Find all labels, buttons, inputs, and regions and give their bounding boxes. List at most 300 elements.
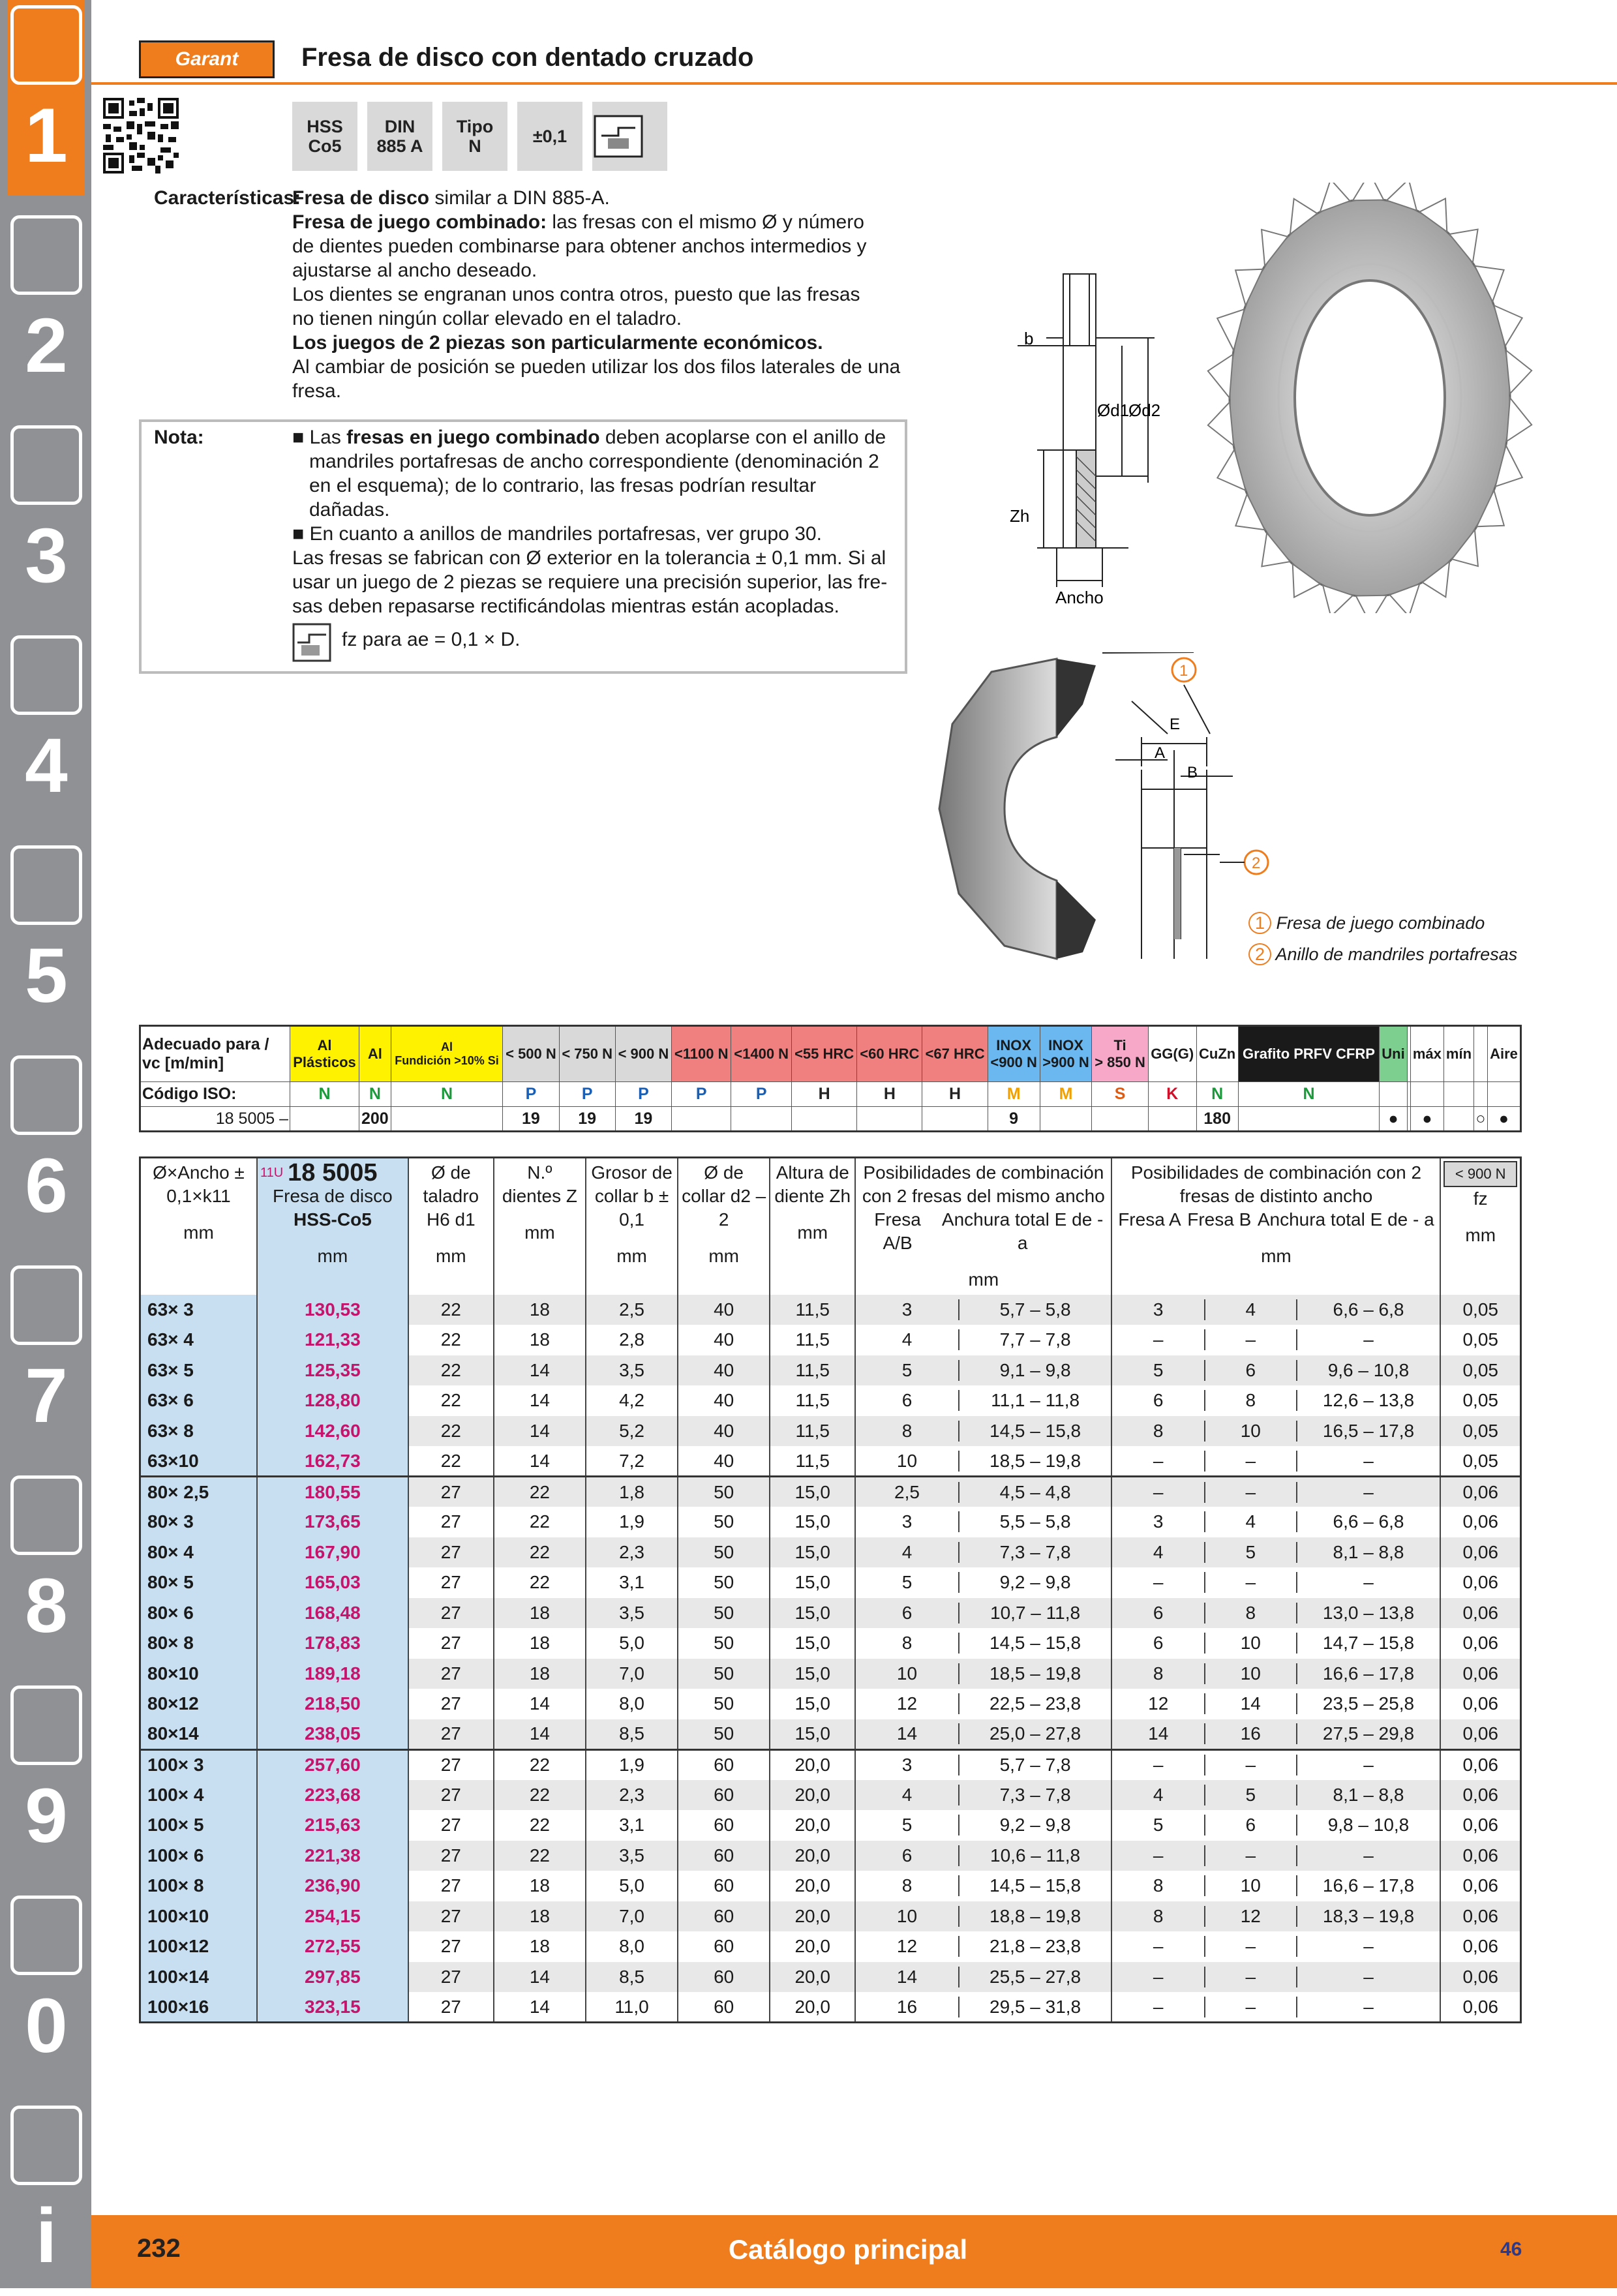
price-cell: 297,85 xyxy=(257,1962,408,1993)
combo-same-cell: 5 9,1 – 9,8 xyxy=(855,1355,1111,1386)
combo-diff-cell: – – – xyxy=(1111,1477,1440,1507)
price-cell: 142,60 xyxy=(257,1416,408,1447)
value-cell: 27 xyxy=(408,1931,494,1962)
fz-cell: 0,05 xyxy=(1440,1295,1520,1325)
sidebar-chapter-8[interactable] xyxy=(8,1470,85,1666)
value-cell: 22 xyxy=(408,1385,494,1416)
material-7: <1400 N xyxy=(731,1026,792,1082)
combo-diff-cell: 8 10 16,6 – 17,8 xyxy=(1111,1871,1440,1901)
iso-code: H xyxy=(857,1082,922,1107)
goggles-icon xyxy=(10,1896,82,1975)
table-row[interactable] xyxy=(140,1689,1521,1719)
material-6: <1100 N xyxy=(672,1026,731,1082)
sidebar-chapter-number: 4 xyxy=(25,723,68,809)
price-cell: 221,38 xyxy=(257,1841,408,1871)
pliers-icon xyxy=(10,1265,82,1345)
value-cell: 18 xyxy=(494,1325,586,1355)
value-cell: 27 xyxy=(408,1962,494,1993)
value-cell: 18 xyxy=(494,1598,586,1629)
price-cell: 257,60 xyxy=(257,1749,408,1780)
suit-header-row xyxy=(140,1026,1521,1082)
sidebar-chapter-5[interactable] xyxy=(8,840,85,1036)
page-title: Fresa de disco con dentado cruzado xyxy=(301,43,754,72)
dim-bb: B xyxy=(1187,764,1198,781)
value-cell: 2,5 xyxy=(586,1295,678,1325)
cross-section-diagram xyxy=(991,261,1187,613)
dim-d2: Ød2 xyxy=(1128,400,1161,420)
combo-same-cell: 8 14,5 – 15,8 xyxy=(855,1416,1111,1447)
value-cell: 20,0 xyxy=(770,1962,855,1993)
combo-diff-cell: – – – xyxy=(1111,1841,1440,1871)
vc-value xyxy=(792,1107,857,1132)
dim-ancho: Ancho xyxy=(1055,588,1104,607)
value-cell: 11,5 xyxy=(770,1325,855,1355)
vc-value: ● xyxy=(1380,1107,1407,1132)
table-row[interactable] xyxy=(140,1871,1521,1901)
table-row[interactable] xyxy=(140,1780,1521,1811)
size-cell: 63× 8 xyxy=(140,1416,257,1447)
qr-code-icon[interactable] xyxy=(103,98,179,174)
fz-cell: 0,06 xyxy=(1440,1901,1520,1932)
chip-material: HSS Co5 xyxy=(292,102,357,171)
value-cell: 60 xyxy=(678,1780,770,1811)
size-cell: 80× 2,5 xyxy=(140,1477,257,1507)
combo-same-cell: 16 29,5 – 31,8 xyxy=(855,1992,1111,2023)
drill-icon xyxy=(10,5,82,85)
table-row[interactable] xyxy=(140,1446,1521,1477)
vc-value xyxy=(1443,1107,1473,1132)
note-text: ■ Las fresas en juego combinado deben acoplarse con el anillo de mandriles portafresas de ancho correspondiente (denominación 2 en el esquema); de lo contrario, las fresas podrían resultar dañadas. ■ En cuanto a anillos de mandriles portafresas, ver grupo 30. Las fresas se fabrican con Ø exterior en la tolerancia ± 0,1 mm. Si al usar un juego de 2 piezas se requiere una precisión superior, las fre- sas deben repasarse rectificándolas mientras están acopladas. xyxy=(292,427,888,617)
saw-icon xyxy=(10,845,82,925)
material-3: < 500 N xyxy=(503,1026,559,1082)
value-cell: 27 xyxy=(408,1719,494,1750)
value-cell: 22 xyxy=(494,1567,586,1598)
value-cell: 1,8 xyxy=(586,1477,678,1507)
value-cell: 15,0 xyxy=(770,1628,855,1659)
sidebar-chapter-0[interactable] xyxy=(8,1890,85,2086)
value-cell: 22 xyxy=(408,1295,494,1325)
table-header xyxy=(140,1158,1521,1295)
table-row[interactable] xyxy=(140,1295,1521,1325)
value-cell: 22 xyxy=(408,1416,494,1447)
table-row[interactable] xyxy=(140,1841,1521,1871)
price-cell: 180,55 xyxy=(257,1477,408,1507)
vc-value: ● xyxy=(1487,1107,1520,1132)
value-cell: 40 xyxy=(678,1325,770,1355)
value-cell: 1,9 xyxy=(586,1507,678,1537)
iso-code: H xyxy=(922,1082,988,1107)
combo-same-cell: 14 25,0 – 27,8 xyxy=(855,1719,1111,1750)
material-12: INOX >900 N xyxy=(1040,1026,1092,1082)
iso-code: M xyxy=(988,1082,1040,1107)
table-row[interactable] xyxy=(140,1416,1521,1447)
vc-value xyxy=(1040,1107,1092,1132)
vc-value xyxy=(922,1107,988,1132)
size-cell: 100× 5 xyxy=(140,1810,257,1841)
value-cell: 22 xyxy=(494,1810,586,1841)
value-cell: 8,0 xyxy=(586,1931,678,1962)
material-22: Aire xyxy=(1487,1026,1520,1082)
cabinet-icon xyxy=(10,1685,82,1765)
size-cell: 80× 4 xyxy=(140,1537,257,1568)
value-cell: 50 xyxy=(678,1598,770,1629)
table-row[interactable] xyxy=(140,1355,1521,1386)
disc-cutter-image xyxy=(1207,183,1533,613)
sidebar-chapter-7[interactable] xyxy=(8,1260,85,1456)
fz-cell: 0,06 xyxy=(1440,1749,1520,1780)
table-row[interactable] xyxy=(140,1749,1521,1780)
value-cell: 40 xyxy=(678,1416,770,1447)
chapter-sidebar xyxy=(0,0,91,2288)
sidebar-chapter-number: 5 xyxy=(25,933,68,1019)
table-row[interactable] xyxy=(140,1992,1521,2023)
size-cell: 63× 4 xyxy=(140,1325,257,1355)
combo-same-cell: 6 10,6 – 11,8 xyxy=(855,1841,1111,1871)
fz-cell: 0,06 xyxy=(1440,1537,1520,1568)
iso-code: N xyxy=(391,1082,503,1107)
fz-cell: 0,06 xyxy=(1440,1598,1520,1629)
value-cell: 2,8 xyxy=(586,1325,678,1355)
value-cell: 22 xyxy=(494,1780,586,1811)
caption-2: 2 Anillo de mandriles portafresas xyxy=(1248,944,1517,965)
value-cell: 27 xyxy=(408,1901,494,1932)
col-h_b: Grosor de collar b ± 0,1 mm xyxy=(586,1158,678,1295)
combo-same-cell: 10 18,5 – 19,8 xyxy=(855,1446,1111,1477)
table-row[interactable] xyxy=(140,1477,1521,1507)
material-8: <55 HRC xyxy=(792,1026,857,1082)
iso-code: M xyxy=(1040,1082,1092,1107)
material-5: < 900 N xyxy=(615,1026,671,1082)
iso-code: K xyxy=(1148,1082,1196,1107)
table-row[interactable] xyxy=(140,1719,1521,1750)
value-cell: 20,0 xyxy=(770,1749,855,1780)
size-cell: 100× 3 xyxy=(140,1749,257,1780)
fz-cell: 0,06 xyxy=(1440,1962,1520,1993)
table-row[interactable] xyxy=(140,1931,1521,1962)
features-label: Características: xyxy=(154,187,301,209)
value-cell: 8,5 xyxy=(586,1719,678,1750)
col-h_same: Posibilidades de combinación con 2 fresas del mismo ancho Fresa A/B Anchura total E de - a mm xyxy=(855,1158,1111,1295)
material-2: Al Fundición >10% Si xyxy=(391,1026,503,1082)
fz-cell: 0,06 xyxy=(1440,1780,1520,1811)
table-row[interactable] xyxy=(140,1507,1521,1537)
value-cell: 18 xyxy=(494,1295,586,1325)
sidebar-chapter-number: 7 xyxy=(25,1353,68,1439)
sidebar-chapter-i[interactable] xyxy=(8,2100,85,2296)
col-h_diff: Posibilidades de combinación con 2 fresas de distinto ancho Fresa A Fresa B Anchura total E de - a mm xyxy=(1111,1158,1440,1295)
combo-diff-cell: – – – xyxy=(1111,1325,1440,1355)
combo-diff-cell: – – – xyxy=(1111,1446,1440,1477)
value-cell: 3,1 xyxy=(586,1567,678,1598)
iso-code xyxy=(1410,1082,1443,1107)
value-cell: 15,0 xyxy=(770,1598,855,1629)
fz-cell: 0,05 xyxy=(1440,1385,1520,1416)
value-cell: 3,5 xyxy=(586,1598,678,1629)
iso-code xyxy=(1487,1082,1520,1107)
value-cell: 40 xyxy=(678,1355,770,1386)
iso-code: N xyxy=(290,1082,359,1107)
dim-e: E xyxy=(1170,716,1181,733)
size-cell: 63× 6 xyxy=(140,1385,257,1416)
value-cell: 22 xyxy=(494,1841,586,1871)
sidebar-chapter-1[interactable] xyxy=(8,0,85,196)
combo-same-cell: 3 5,7 – 7,8 xyxy=(855,1749,1111,1780)
value-cell: 40 xyxy=(678,1446,770,1477)
value-cell: 60 xyxy=(678,1810,770,1841)
value-cell: 14 xyxy=(494,1355,586,1386)
vc-value: ○ xyxy=(1473,1107,1487,1132)
vc-value xyxy=(857,1107,922,1132)
vc-value: 19 xyxy=(503,1107,559,1132)
price-cell: 178,83 xyxy=(257,1628,408,1659)
value-cell: 18 xyxy=(494,1659,586,1689)
fz-note: fz para ae = 0,1 × D. xyxy=(342,629,521,650)
value-cell: 15,0 xyxy=(770,1567,855,1598)
table-row[interactable] xyxy=(140,1385,1521,1416)
value-cell: 20,0 xyxy=(770,1992,855,2023)
callout-1-label: 1 xyxy=(1179,662,1188,680)
value-cell: 50 xyxy=(678,1507,770,1537)
table-row[interactable] xyxy=(140,1962,1521,1993)
sidebar-chapter-6[interactable] xyxy=(8,1050,85,1246)
combo-diff-cell: 3 4 6,6 – 6,8 xyxy=(1111,1507,1440,1537)
table-row[interactable] xyxy=(140,1901,1521,1932)
size-cell: 100×10 xyxy=(140,1901,257,1932)
fz-cell: 0,06 xyxy=(1440,1567,1520,1598)
value-cell: 14 xyxy=(494,1385,586,1416)
value-cell: 40 xyxy=(678,1385,770,1416)
combo-same-cell: 14 25,5 – 27,8 xyxy=(855,1962,1111,1993)
size-cell: 100× 4 xyxy=(140,1780,257,1811)
iso-code: P xyxy=(559,1082,615,1107)
price-cell: 189,18 xyxy=(257,1659,408,1689)
combo-diff-cell: 5 6 9,6 – 10,8 xyxy=(1111,1355,1440,1386)
price-cell: 130,53 xyxy=(257,1295,408,1325)
price-cell: 323,15 xyxy=(257,1992,408,2023)
callout-2-label: 2 xyxy=(1252,854,1261,872)
value-cell: 60 xyxy=(678,1841,770,1871)
size-cell: 100×14 xyxy=(140,1962,257,1993)
garant-logo: Garant xyxy=(139,40,275,78)
price-cell: 125,35 xyxy=(257,1355,408,1386)
combo-same-cell: 2,5 4,5 – 4,8 xyxy=(855,1477,1111,1507)
fz-cell: 0,06 xyxy=(1440,1931,1520,1962)
combo-diff-cell: 8 10 16,6 – 17,8 xyxy=(1111,1659,1440,1689)
value-cell: 2,3 xyxy=(586,1780,678,1811)
price-cell: 215,63 xyxy=(257,1810,408,1841)
value-cell: 2,3 xyxy=(586,1537,678,1568)
size-cell: 63× 5 xyxy=(140,1355,257,1386)
chip-tolerance: ±0,1 xyxy=(517,102,582,171)
combo-diff-cell: 8 12 18,3 – 19,8 xyxy=(1111,1901,1440,1932)
combo-diff-cell: – – – xyxy=(1111,1931,1440,1962)
vc-value: 180 xyxy=(1196,1107,1238,1132)
value-cell: 3,5 xyxy=(586,1841,678,1871)
sidebar-chapter-3[interactable] xyxy=(8,420,85,616)
size-cell: 80× 3 xyxy=(140,1507,257,1537)
fz-cell: 0,06 xyxy=(1440,1659,1520,1689)
combo-diff-cell: 12 14 23,5 – 25,8 xyxy=(1111,1689,1440,1719)
footer-sub: 46 xyxy=(1500,2239,1522,2260)
note-label: Nota: xyxy=(154,427,204,448)
material-13: Ti > 850 N xyxy=(1092,1026,1148,1082)
value-cell: 27 xyxy=(408,1871,494,1901)
value-cell: 1,9 xyxy=(586,1749,678,1780)
value-cell: 60 xyxy=(678,1749,770,1780)
size-cell: 100×16 xyxy=(140,1992,257,2023)
value-cell: 14 xyxy=(494,1446,586,1477)
value-cell: 27 xyxy=(408,1992,494,2023)
vc-value: 19 xyxy=(559,1107,615,1132)
price-cell: 173,65 xyxy=(257,1507,408,1537)
size-cell: 80×10 xyxy=(140,1659,257,1689)
value-cell: 20,0 xyxy=(770,1841,855,1871)
value-cell: 3,1 xyxy=(586,1810,678,1841)
suitability-table xyxy=(139,1025,1522,1132)
table-row[interactable] xyxy=(140,1810,1521,1841)
table-row[interactable] xyxy=(140,1537,1521,1568)
col-h_d2: Ø de collar d2 –2 mm xyxy=(678,1158,770,1295)
iso-code: P xyxy=(731,1082,792,1107)
suit-label: Adecuado para / vc [m/min] xyxy=(140,1026,290,1082)
value-cell: 7,0 xyxy=(586,1901,678,1932)
size-cell: 100× 6 xyxy=(140,1841,257,1871)
value-cell: 11,5 xyxy=(770,1355,855,1386)
fz-cell: 0,06 xyxy=(1440,1810,1520,1841)
value-cell: 27 xyxy=(408,1507,494,1537)
value-cell: 18 xyxy=(494,1901,586,1932)
material-0: Al Plásticos xyxy=(290,1026,359,1082)
combo-diff-cell: 14 16 27,5 – 29,8 xyxy=(1111,1719,1440,1750)
size-cell: 63× 3 xyxy=(140,1295,257,1325)
page-number: 232 xyxy=(137,2234,181,2263)
sidebar-chapter-9[interactable] xyxy=(8,1680,85,1876)
value-cell: 22 xyxy=(408,1446,494,1477)
dim-a: A xyxy=(1155,744,1166,762)
chip-type: Tipo N xyxy=(442,102,507,171)
combo-diff-cell: 8 10 16,5 – 17,8 xyxy=(1111,1416,1440,1447)
footer-title: Catálogo principal xyxy=(728,2234,968,2265)
value-cell: 27 xyxy=(408,1810,494,1841)
sidebar-chapter-number: 0 xyxy=(25,1983,68,2069)
combo-diff-cell: 3 4 6,6 – 6,8 xyxy=(1111,1295,1440,1325)
toolbox-icon xyxy=(10,1475,82,1555)
material-1: Al xyxy=(359,1026,391,1082)
value-cell: 3,5 xyxy=(586,1355,678,1386)
caption-1: 1 Fresa de juego combinado xyxy=(1248,913,1485,933)
value-cell: 5,2 xyxy=(586,1416,678,1447)
combo-same-cell: 12 22,5 – 23,8 xyxy=(855,1689,1111,1719)
value-cell: 22 xyxy=(408,1355,494,1386)
value-cell: 50 xyxy=(678,1628,770,1659)
material-11: INOX <900 N xyxy=(988,1026,1040,1082)
size-cell: 63×10 xyxy=(140,1446,257,1477)
value-cell: 27 xyxy=(408,1780,494,1811)
value-cell: 20,0 xyxy=(770,1871,855,1901)
vc-value: 9 xyxy=(988,1107,1040,1132)
col-h_d1: Ø de taladro H6 d1 mm xyxy=(408,1158,494,1295)
value-cell: 14 xyxy=(494,1416,586,1447)
value-cell: 8,0 xyxy=(586,1689,678,1719)
wrench-icon xyxy=(10,1055,82,1135)
value-cell: 60 xyxy=(678,1871,770,1901)
table-row[interactable] xyxy=(140,1659,1521,1689)
fz-cell: 0,06 xyxy=(1440,1841,1520,1871)
col-h_fz_top: < 900 N fz mm xyxy=(1440,1158,1520,1295)
col-h_zh: Altura de diente Zh mm xyxy=(770,1158,855,1295)
table-row[interactable] xyxy=(140,1325,1521,1355)
material-4: < 750 N xyxy=(559,1026,615,1082)
combo-same-cell: 4 7,3 – 7,8 xyxy=(855,1537,1111,1568)
combo-same-cell: 12 21,8 – 23,8 xyxy=(855,1931,1111,1962)
iso-row xyxy=(140,1082,1521,1107)
value-cell: 50 xyxy=(678,1659,770,1689)
value-cell: 8,5 xyxy=(586,1962,678,1993)
vc-value xyxy=(1238,1107,1380,1132)
combo-same-cell: 5 9,2 – 9,8 xyxy=(855,1810,1111,1841)
table-row[interactable] xyxy=(140,1598,1521,1629)
tap-icon xyxy=(10,425,82,505)
vc-value: 19 xyxy=(615,1107,671,1132)
material-16: Grafito PRFV CFRP xyxy=(1238,1026,1380,1082)
value-cell: 40 xyxy=(678,1295,770,1325)
fz-cell: 0,06 xyxy=(1440,1477,1520,1507)
price-cell: 128,80 xyxy=(257,1385,408,1416)
value-cell: 4,2 xyxy=(586,1385,678,1416)
combo-diff-cell: 5 6 9,8 – 10,8 xyxy=(1111,1810,1440,1841)
value-cell: 60 xyxy=(678,1962,770,1993)
value-cell: 15,0 xyxy=(770,1477,855,1507)
value-cell: 11,5 xyxy=(770,1385,855,1416)
value-cell: 27 xyxy=(408,1841,494,1871)
combo-diff-cell: 4 5 8,1 – 8,8 xyxy=(1111,1537,1440,1568)
value-cell: 14 xyxy=(494,1689,586,1719)
sidebar-chapter-4[interactable] xyxy=(8,630,85,826)
sidebar-chapter-2[interactable] xyxy=(8,210,85,406)
price-cell: 254,15 xyxy=(257,1901,408,1932)
value-cell: 60 xyxy=(678,1901,770,1932)
fz-cell: 0,06 xyxy=(1440,1871,1520,1901)
table-row[interactable] xyxy=(140,1567,1521,1598)
vc-value xyxy=(1092,1107,1148,1132)
value-cell: 50 xyxy=(678,1537,770,1568)
value-cell: 27 xyxy=(408,1537,494,1568)
value-cell: 7,2 xyxy=(586,1446,678,1477)
info-icon xyxy=(10,2106,82,2185)
size-cell: 80× 8 xyxy=(140,1628,257,1659)
value-cell: 50 xyxy=(678,1567,770,1598)
combo-diff-cell: – – – xyxy=(1111,1567,1440,1598)
combo-same-cell: 5 9,2 – 9,8 xyxy=(855,1567,1111,1598)
value-cell: 27 xyxy=(408,1659,494,1689)
price-cell: 218,50 xyxy=(257,1689,408,1719)
iso-code xyxy=(1380,1082,1407,1107)
col-h_z: N.º dientes Z mm xyxy=(494,1158,586,1295)
size-cell: 100× 8 xyxy=(140,1871,257,1901)
vc-value xyxy=(672,1107,731,1132)
value-cell: 22 xyxy=(494,1477,586,1507)
sidebar-chapter-number: 1 xyxy=(25,93,68,179)
material-20: mín xyxy=(1443,1026,1473,1082)
col-h_dim: Ø×Ancho ± 0,1×k11 mm xyxy=(140,1158,257,1295)
iso-code xyxy=(1443,1082,1473,1107)
features-text: Fresa de disco similar a DIN 885-A. Fresa de juego combinado: las fresas con el mismo Ø y número de dientes pueden combinarse para obtener anchos intermedios y ajustarse al ancho deseado. Los dientes se engranan unos contra otros, puesto que las fresas no tienen ningún collar elevado en el taladro. Los juegos de 2 piezas son particularmente económicos. Al cambiar de posición se pueden utilizar los dos filos laterales de una fresa. xyxy=(292,187,901,402)
combo-diff-cell: 6 8 12,6 – 13,8 xyxy=(1111,1385,1440,1416)
size-cell: 80× 5 xyxy=(140,1567,257,1598)
table-row[interactable] xyxy=(140,1628,1521,1659)
material-10: <67 HRC xyxy=(922,1026,988,1082)
combo-same-cell: 3 5,5 – 5,8 xyxy=(855,1507,1111,1537)
